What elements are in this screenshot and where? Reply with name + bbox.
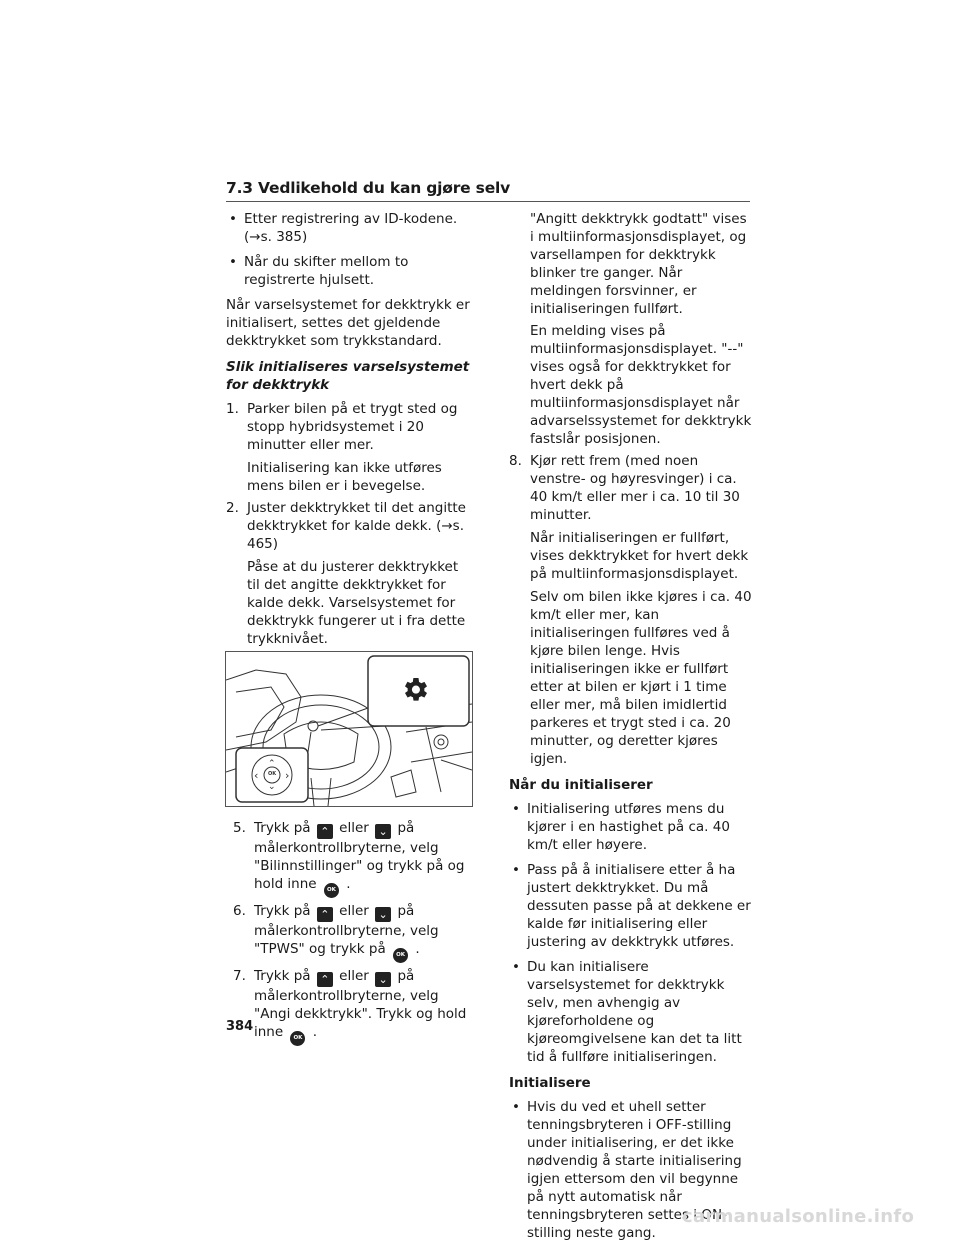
step-note: Når initialiseringen er fullført, vises dekktrykket for hvert dekk på multiinformasjonsdisplayet.: [530, 530, 749, 582]
section-title: 7.3 Vedlikehold du kan gjøre selv: [226, 179, 511, 197]
step-text: Juster dekktrykket til det angitte dekktrykket for kalde dekk. (→s. 465): [247, 500, 466, 552]
step-text-part: Trykk på: [254, 820, 311, 836]
step-7: [233, 967, 471, 1046]
step-text: Kjør rett frem (med noen venstre- og høyresvinger) i ca. 40 km/t eller mer i ca. 10 til 30 minutter.: [530, 453, 740, 523]
dashboard-drawing: [226, 652, 472, 806]
step-text: [254, 967, 471, 1046]
step-text: [254, 819, 471, 898]
step-number: 2.: [226, 500, 239, 516]
up-arrow-button-icon: ⌃: [317, 907, 333, 922]
step-8: [509, 452, 754, 768]
list-item: [509, 861, 754, 951]
step-number: 7.: [233, 968, 246, 984]
step-note: Påse at du justerer dekktrykket til det angitte dekktrykket for kalde dekk. Varselsystemet for dekktrykk fungerer ut i fra dette trykknivået.: [247, 559, 466, 647]
left-column-lower: [233, 819, 471, 1050]
subheading: Når du initialiserer: [509, 777, 653, 793]
list-item: [509, 800, 754, 854]
bullet-text: • Du kan initialisere varselsystemet for dekktrykk selv, men avhengig av kjøreforholdene og kjøreomgivelsene kan det ta litt tid å fullføre initialiseringen.: [527, 959, 742, 1065]
step-text-part: på målerkontrollbryterne, velg "Angi dekktrykk". Trykk og hold inne: [254, 968, 467, 1040]
page-number: 384: [226, 1019, 254, 1034]
step-text-part: .: [312, 1024, 318, 1040]
pad-left-arrow: ‹: [254, 769, 259, 782]
step-text-part: på målerkontrollbryterne, velg "TPWS" og trykk på: [254, 903, 439, 957]
step-text: [254, 902, 471, 963]
bullet-text: • Når du skifter mellom to registrerte hjulsett.: [244, 254, 409, 288]
step-text-part: eller: [339, 968, 369, 984]
paragraph: Når varselsystemet for dekktrykk er initialisert, settes det gjeldende dekktrykket som trykkstandard.: [226, 297, 470, 349]
steering-wheel-illustration: [225, 651, 473, 807]
step-text-part: .: [346, 876, 351, 892]
pad-right-arrow: ›: [285, 769, 290, 782]
list-item: [226, 253, 470, 289]
step-number: 1.: [226, 401, 239, 417]
step-number: 8.: [509, 453, 522, 469]
step-text-part: Trykk på: [254, 968, 311, 984]
up-arrow-button-icon: ⌃: [317, 972, 333, 987]
step-text-part: eller: [339, 903, 369, 919]
list-item: [509, 958, 754, 1066]
ok-pad-label: OK: [267, 771, 277, 777]
step-number: 6.: [233, 903, 246, 919]
subheading: Initialisere: [509, 1075, 591, 1091]
bullet-text: • Hvis du ved et uhell setter tenningsbryteren i OFF-stilling under initialisering, er det ikke nødvendig å starte initialisering igjen ettersom den vil begynne på nytt automatisk når tenningsbryteren settes i ON-stilling neste gang.: [527, 1099, 742, 1241]
pad-up-arrow: ⌃: [268, 759, 276, 769]
page-reference: (→s. 385): [244, 229, 308, 245]
step-7-note: En melding vises på multiinformasjonsdisplayet. "--" vises også for dekktrykket for hvert dekk på multiinformasjonsdisplayet når advarselssystemet for dekktrykk fastslår posisjonen.: [530, 323, 752, 447]
section-header: [226, 178, 750, 202]
step-text-part: Trykk på: [254, 903, 311, 919]
step-5: [233, 819, 471, 898]
right-column: [509, 210, 754, 1249]
step-7-continuation: "Angitt dekktrykk godtatt" vises i multiinformasjonsdisplayet, og varsellampen for dekktrykk blinker tre ganger. Når meldingen forsvinner, er initialiseringen fullført.: [530, 211, 747, 317]
ok-button-icon: OK: [324, 883, 339, 898]
pad-down-arrow: ⌄: [268, 782, 276, 792]
bullet-text: • Initialisering utføres mens du kjører i en hastighet på ca. 40 km/t eller høyere.: [527, 801, 730, 853]
bullet-text: • Etter registrering av ID-kodene.: [244, 211, 458, 227]
step-1: [226, 400, 470, 495]
down-arrow-button-icon: ⌄: [375, 972, 391, 987]
step-number: 5.: [233, 820, 246, 836]
step-text: Parker bilen på et trygt sted og stopp hybridsystemet i 20 minutter eller mer.: [247, 401, 458, 453]
step-6: [233, 902, 471, 963]
step-text-part: .: [415, 941, 420, 957]
procedure-heading: Slik initialiseres varselsystemet for dekktrykk: [226, 359, 470, 393]
watermark: carmanualsonline.info: [682, 1206, 915, 1227]
down-arrow-button-icon: ⌄: [375, 824, 391, 839]
step-note: Selv om bilen ikke kjøres i ca. 40 km/t eller mer, kan initialiseringen fullføres ved å kjøre bilen lenge. Hvis initialiseringen ikke er fullført etter at bilen er kjørt i 1 time eller mer, må bilen imidlertid parkeres et trygt sted i ca. 20 minutter, og deretter kjøres igjen.: [530, 589, 752, 767]
step-text-part: eller: [339, 820, 369, 836]
bullet-text: • Pass på å initialisere etter å ha justert dekktrykket. Du må dessuten passe på at dekkene er kalde før initialisering eller justering av dekktrykk utføres.: [527, 862, 751, 950]
step-text-part: på målerkontrollbryterne, velg "Bilinnstillinger" og trykk på og hold inne: [254, 820, 465, 892]
ok-button-icon: OK: [290, 1031, 305, 1046]
ok-button-icon: OK: [393, 948, 408, 963]
list-item: [226, 210, 470, 246]
down-arrow-button-icon: ⌄: [375, 907, 391, 922]
up-arrow-button-icon: ⌃: [317, 824, 333, 839]
step-note: Initialisering kan ikke utføres mens bilen er i bevegelse.: [247, 460, 442, 494]
step-2: [226, 499, 470, 648]
